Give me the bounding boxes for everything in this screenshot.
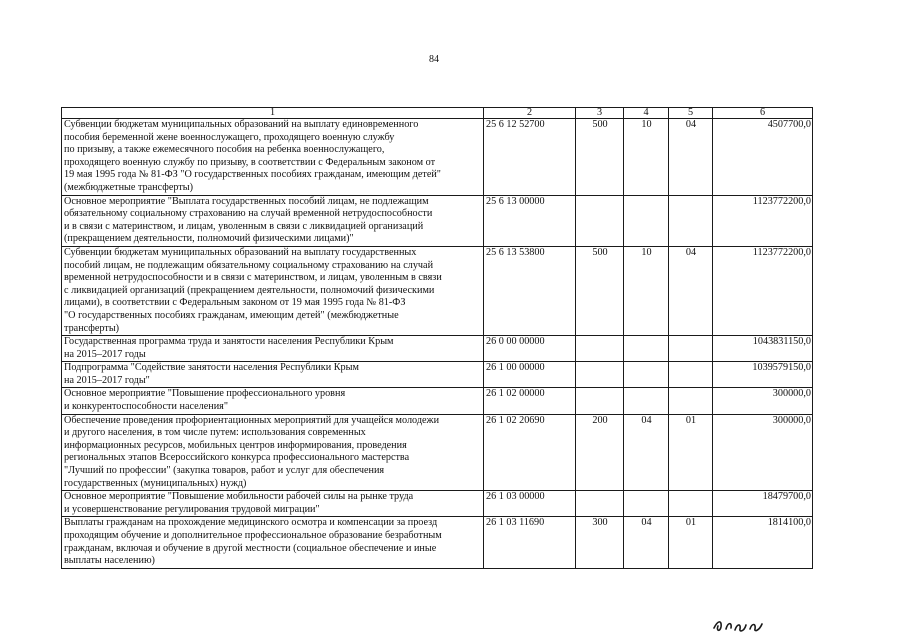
- row-amount: 18479700,0: [713, 491, 813, 517]
- row-col-3: [576, 195, 624, 246]
- row-name-line: на 2015–2017 годы": [64, 374, 150, 386]
- row-name-line: Субвенции бюджетам муниципальных образований на выплату единовременного: [64, 119, 419, 130]
- budget-table: [61, 107, 813, 569]
- table-row: [62, 517, 813, 568]
- row-name-line: и усовершенствование регулирования трудовой миграции": [64, 503, 320, 515]
- row-amount: 1814100,0: [713, 517, 813, 568]
- row-col-5: 04: [669, 246, 713, 335]
- header-col-2: 2: [484, 108, 576, 119]
- row-name-line: Выплаты гражданам на прохождение медицинского осмотра и компенсации за проезд: [64, 517, 438, 529]
- row-name-line: на 2015–2017 годы: [64, 348, 146, 360]
- row-name-line: 19 мая 1995 года № 81-ФЗ "О государственных пособиях гражданам, имеющим детей": [64, 169, 441, 181]
- page-number: 84: [429, 54, 439, 65]
- row-name-line: с ликвидацией организаций (прекращением деятельности, полномочий физическими: [64, 284, 435, 296]
- row-col-3: 500: [576, 119, 624, 196]
- row-name: [62, 362, 484, 388]
- handwritten-mark: [712, 610, 772, 634]
- row-amount: 300000,0: [713, 414, 813, 491]
- row-name-line: лицами), в соответствии с Федеральным законом от 19 мая 1995 года № 81-ФЗ: [64, 297, 406, 309]
- row-name: [62, 195, 484, 246]
- row-col-4: [624, 336, 669, 362]
- row-col-5: 04: [669, 119, 713, 196]
- row-col-4: 10: [624, 119, 669, 196]
- row-col-5: [669, 491, 713, 517]
- row-name-line: Подпрограмма "Содействие занятости населения Республики Крым: [64, 362, 359, 374]
- row-name-line: пособия беременной жене военнослужащего, проходящего военную службу: [64, 131, 395, 143]
- row-col-5: 01: [669, 517, 713, 568]
- row-col-4: [624, 195, 669, 246]
- row-col-4: 04: [624, 414, 669, 491]
- table-row: [62, 246, 813, 335]
- row-col-3: [576, 362, 624, 388]
- table-row: [62, 414, 813, 491]
- row-amount: 1123772200,0: [713, 246, 813, 335]
- row-name-line: Субвенции бюджетам муниципальных образований на выплату государственных: [64, 246, 417, 258]
- row-name-line: по призыву, а также ежемесячного пособия на ребенка военнослужащего,: [64, 144, 385, 156]
- row-col-4: 10: [624, 246, 669, 335]
- row-code: 26 1 00 00000: [484, 362, 576, 388]
- row-name-line: проходящего военную службу по призыву, в соответствии с Федеральным законом от: [64, 156, 436, 168]
- row-code: 26 1 03 00000: [484, 491, 576, 517]
- row-col-3: 300: [576, 517, 624, 568]
- row-name-line: Основное мероприятие "Выплата государственных пособий лицам, не подлежащим: [64, 195, 429, 207]
- row-col-5: [669, 336, 713, 362]
- row-amount: 4507700,0: [713, 119, 813, 196]
- row-name-line: выплаты населению): [64, 555, 155, 567]
- row-name: [62, 414, 484, 491]
- table-row: [62, 195, 813, 246]
- row-name-line: информационных ресурсов, мобильных центров информирования, проведения: [64, 439, 407, 451]
- row-col-4: [624, 491, 669, 517]
- row-name: [62, 388, 484, 414]
- header-col-5: 5: [669, 108, 713, 119]
- row-code: 25 6 13 00000: [484, 195, 576, 246]
- row-name-line: "Лучший по профессии" (закупка товаров, работ и услуг для обеспечения: [64, 465, 385, 477]
- row-name-line: Основное мероприятие "Повышение мобильности рабочей силы на рынке труда: [64, 491, 414, 503]
- row-name-line: региональных этапов Всероссийского конкурса профессионального мастерства: [64, 452, 410, 464]
- row-name-line: обязательному социальному страхованию на случай временной нетрудоспособности: [64, 208, 433, 220]
- row-col-5: [669, 362, 713, 388]
- header-col-3: 3: [576, 108, 624, 119]
- table-row: [62, 491, 813, 517]
- row-code: 26 1 02 20690: [484, 414, 576, 491]
- row-col-5: 01: [669, 414, 713, 491]
- row-col-3: [576, 491, 624, 517]
- row-name: [62, 491, 484, 517]
- row-col-3: 500: [576, 246, 624, 335]
- row-code: 26 0 00 00000: [484, 336, 576, 362]
- table-row: [62, 362, 813, 388]
- row-col-4: [624, 362, 669, 388]
- row-name: [62, 246, 484, 335]
- table-row: [62, 388, 813, 414]
- row-name-line: и конкурентоспособности населения": [64, 401, 228, 413]
- row-name-line: гражданам, включая и обучение в другой местности (социальное обеспечение и иные: [64, 542, 437, 554]
- row-amount: 1043831150,0: [713, 336, 813, 362]
- row-name-line: проходящим обучение и дополнительное профессиональное образование безработным: [64, 530, 442, 541]
- header-col-1: 1: [62, 108, 484, 119]
- row-col-5: [669, 195, 713, 246]
- header-row: [62, 108, 813, 119]
- row-name-line: и другого населения, в том числе путем: использования современных: [64, 427, 366, 439]
- row-name-line: Основное мероприятие "Повышение профессионального уровня: [64, 388, 346, 400]
- row-code: 25 6 13 53800: [484, 246, 576, 335]
- row-name: [62, 517, 484, 568]
- header-col-4: 4: [624, 108, 669, 119]
- row-amount: 300000,0: [713, 388, 813, 414]
- row-col-4: 04: [624, 517, 669, 568]
- row-name: [62, 119, 484, 196]
- row-code: 26 1 02 00000: [484, 388, 576, 414]
- row-name-line: "О государственных пособиях гражданам, имеющим детей" (межбюджетные: [64, 309, 399, 321]
- row-col-5: [669, 388, 713, 414]
- row-name-line: государственных (муниципальных) нужд): [64, 477, 247, 489]
- row-name-line: и в связи с материнством, и лицам, уволенным в связи с ликвидацией организаций: [64, 220, 424, 232]
- row-name: [62, 336, 484, 362]
- header-col-6: 6: [713, 108, 813, 119]
- row-name-line: временной нетрудоспособности и в связи с материнством, и лицам, уволенным в связи: [64, 272, 442, 284]
- row-name-line: трансферты): [64, 322, 120, 334]
- row-col-3: 200: [576, 414, 624, 491]
- row-code: 26 1 03 11690: [484, 517, 576, 568]
- row-code: 25 6 12 52700: [484, 119, 576, 196]
- row-name-line: (прекращением деятельности, полномочий физическими лицами)": [64, 233, 354, 245]
- table-body: [62, 119, 813, 569]
- table-row: [62, 119, 813, 196]
- row-name-line: Обеспечение проведения профориентационных мероприятий для учащейся молодежи: [64, 414, 440, 426]
- row-name-line: пособий лицам, не подлежащим обязательному социальному страхованию на случай: [64, 259, 434, 271]
- row-amount: 1039579150,0: [713, 362, 813, 388]
- table-row: [62, 336, 813, 362]
- row-col-4: [624, 388, 669, 414]
- row-name-line: (межбюджетные трансферты): [64, 181, 194, 193]
- row-col-3: [576, 336, 624, 362]
- row-amount: 1123772200,0: [713, 195, 813, 246]
- row-col-3: [576, 388, 624, 414]
- row-name-line: Государственная программа труда и занятости населения Республики Крым: [64, 336, 394, 348]
